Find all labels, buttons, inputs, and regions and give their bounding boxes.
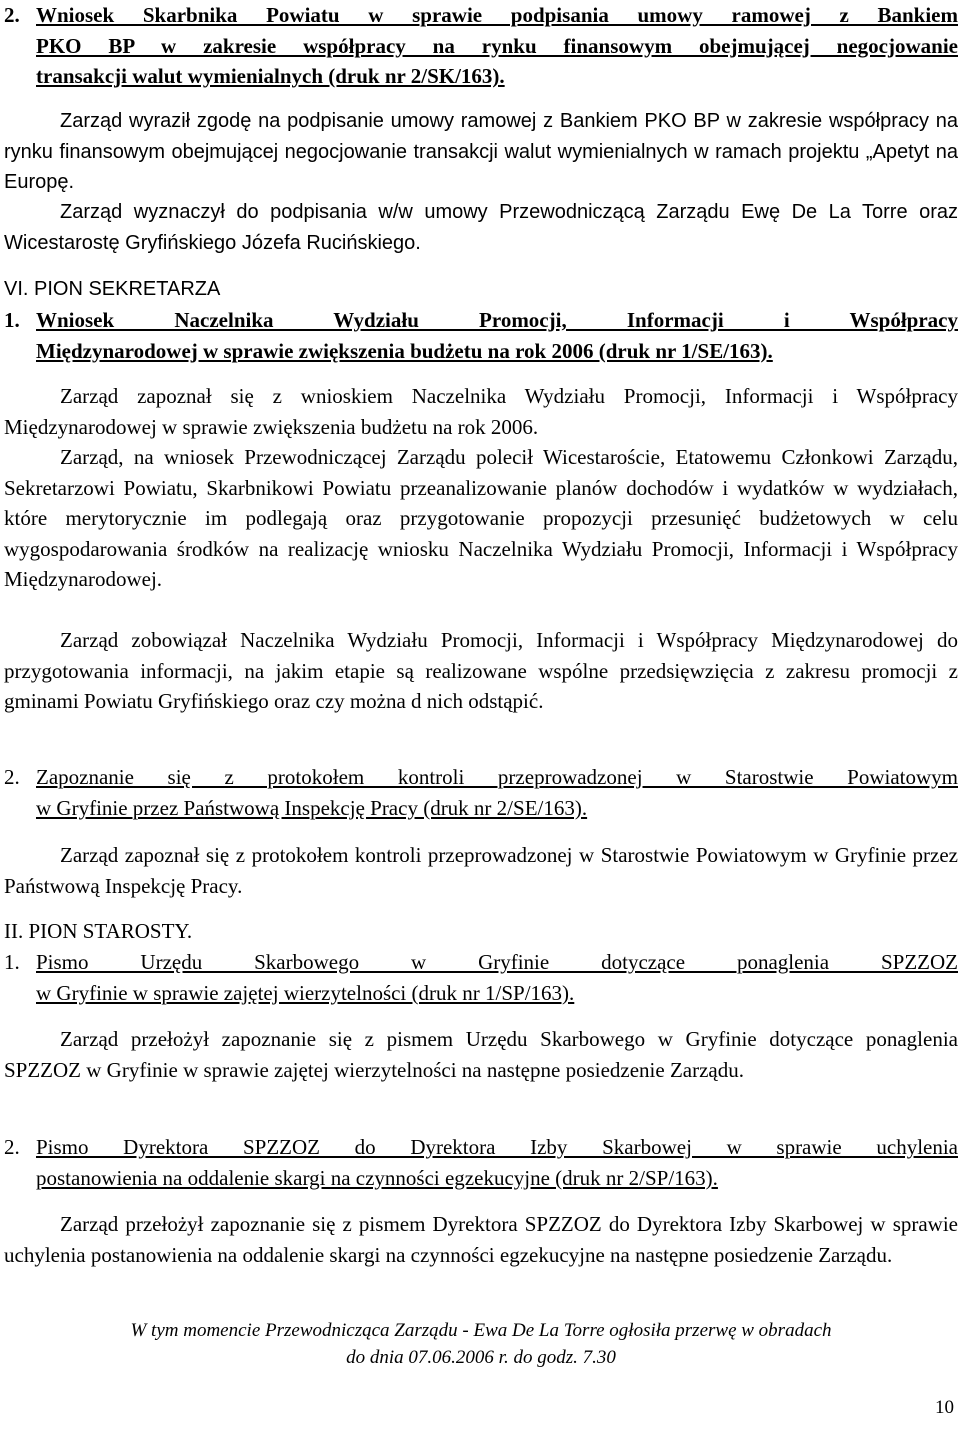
page-number: 10 bbox=[935, 1397, 954, 1418]
section-title bbox=[36, 762, 958, 823]
title-line: postanowienia na oddalenie skargi na czynności egzekucyjne (druk nr 2/SP/163). bbox=[36, 1165, 718, 1190]
title-line: Pismo Urzędu Skarbowego w Gryfinie dotyczące ponaglenia SPZZOZ bbox=[36, 950, 958, 974]
title-line: w Gryfinie w sprawie zajętej wierzytelności (druk nr 1/SP/163). bbox=[36, 980, 575, 1005]
section-heading-promocja bbox=[4, 305, 958, 366]
section-number: 1. bbox=[4, 308, 20, 332]
section-heading-skarbnik bbox=[4, 0, 958, 92]
section-header-vi: VI. PION SEKRETARZA bbox=[4, 278, 221, 300]
title-line: Pismo Dyrektora SPZZOZ do Dyrektora Izby Skarbowej w sprawie uchylenia bbox=[36, 1135, 958, 1159]
session-break-note bbox=[4, 1317, 958, 1371]
title-line: Międzynarodowej w sprawie zwiększenia budżetu na rok 2006 (druk nr 1/SE/163). bbox=[36, 338, 773, 363]
section-title bbox=[36, 1132, 958, 1193]
note-line: do dnia 07.06.2006 r. do godz. 7.30 bbox=[346, 1347, 616, 1368]
section-number: 2. bbox=[4, 3, 20, 27]
section-title bbox=[36, 305, 958, 366]
section-heading-urzad-skarbowy bbox=[4, 947, 958, 1008]
paragraph: Zarząd zapoznał się z wnioskiem Naczelnika Wydziału Promocji, Informacji i Współpracy Międzynarodowej w sprawie zwiększenia budżetu na rok 2006. bbox=[4, 384, 958, 439]
title-line: Wniosek Naczelnika Wydziału Promocji, Informacji i Współpracy bbox=[36, 308, 958, 332]
paragraph: Zarząd wyraził zgodę na podpisanie umowy ramowej z Bankiem PKO BP w zakresie współpracy na rynku finansowym obejmującej negocjowanie transakcji walut wymienialnych w ramach projektu „Apetyt na Europę. bbox=[4, 110, 958, 193]
section-number: 1. bbox=[4, 950, 20, 974]
note-line: W tym momencie Przewodnicząca Zarządu - Ewa De La Torre ogłosiła przerwę w obradach bbox=[130, 1320, 832, 1341]
title-line: PKO BP w zakresie współpracy na rynku finansowym obejmującej negocjowanie bbox=[36, 33, 958, 58]
paragraph: Zarząd przełożył zapoznanie się z pismem Dyrektora SPZZOZ do Dyrektora Izby Skarbowej w sprawie uchylenia postanowienia na oddalenie skargi na czynności egzekucyjne na następne posiedzenie Zarządu. bbox=[4, 1212, 958, 1267]
section-title bbox=[36, 947, 958, 1008]
paragraph: Zarząd, na wniosek Przewodniczącej Zarządu polecił Wicestaroście, Etatowemu Członkowi Zarządu, Sekretarzowi Powiatu, Skarbnikowi Powiatu przeanalizowanie planów dochodów i wydatków w wydziałach, które merytorycznie im podlegają oraz przygotowanie propozycji przesunięć budżetowych w celu wygospodarowania środków na realizację wniosku Naczelnika Wydziału Promocji, Informacji i Współpracy Międzynarodowej. bbox=[4, 445, 958, 591]
title-line: Zapoznanie się z protokołem kontroli przeprowadzonej w Starostwie Powiatowym bbox=[36, 765, 958, 789]
paragraph: Zarząd zobowiązał Naczelnika Wydziału Promocji, Informacji i Współpracy Międzynarodowej do przygotowania informacji, na jakim etapie są realizowane wspólne przedsięwzięcia z zakresu promocji z gminami Powiatu Gryfińskiego oraz czy można d nich odstąpić. bbox=[4, 628, 958, 713]
section-title bbox=[36, 0, 958, 92]
title-line: w Gryfinie przez Państwową Inspekcję Pracy (druk nr 2/SE/163). bbox=[36, 795, 588, 820]
paragraph: Zarząd wyznaczył do podpisania w/w umowy Przewodniczącą Zarządu Ewę De La Torre oraz Wicestarostę Gryfińskiego Józefa Rucińskiego. bbox=[4, 201, 958, 254]
section-heading-protokol bbox=[4, 762, 958, 823]
section-heading-dyrektor bbox=[4, 1132, 958, 1193]
section-number: 2. bbox=[4, 765, 20, 789]
paragraph: Zarząd przełożył zapoznanie się z pismem Urzędu Skarbowego w Gryfinie dotyczące ponaglenia SPZZOZ w Gryfinie w sprawie zajętej wierzytelności na następne posiedzenie Zarządu. bbox=[4, 1027, 958, 1082]
paragraph: Zarząd zapoznał się z protokołem kontroli przeprowadzonej w Starostwie Powiatowym w Gryfinie przez Państwową Inspekcję Pracy. bbox=[4, 843, 958, 898]
title-line: transakcji walut wymienialnych (druk nr 2/SK/163). bbox=[36, 64, 505, 88]
section-number: 2. bbox=[4, 1135, 20, 1159]
title-line: Wniosek Skarbnika Powiatu w sprawie podpisania umowy ramowej z Bankiem bbox=[36, 3, 958, 27]
section-header-ii: II. PION STAROSTY. bbox=[4, 919, 193, 943]
